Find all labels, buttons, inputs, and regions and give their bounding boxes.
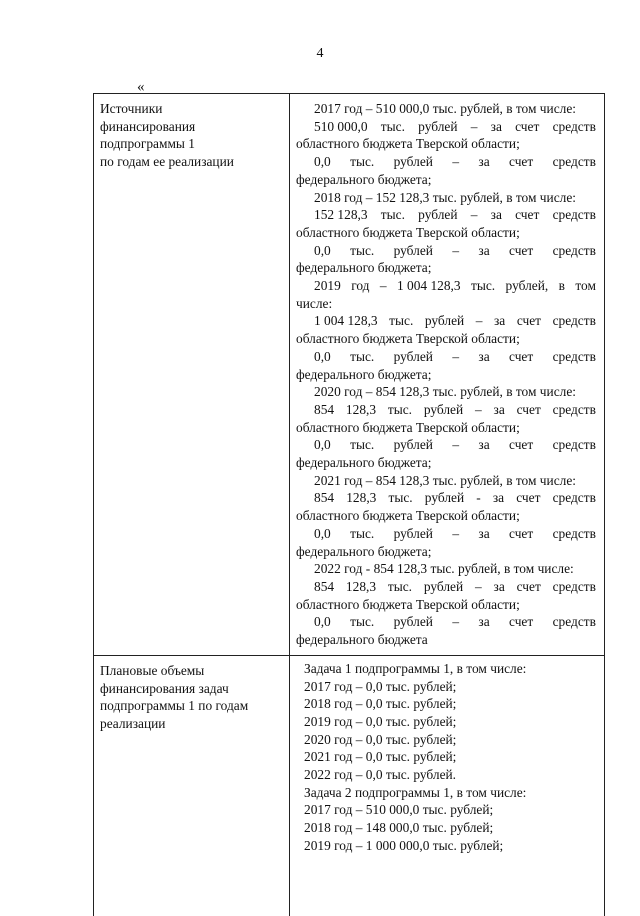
text-line: 2022 год – 0,0 тыс. рублей.	[304, 767, 457, 783]
text-word: за	[478, 525, 490, 541]
text-word: 0,0	[314, 348, 331, 364]
justified-text-line	[296, 578, 596, 596]
justified-text-line	[296, 153, 596, 171]
text-line: 2020 год – 854 128,3 тыс. рублей, в том числе:	[314, 384, 576, 400]
text-word: счет	[515, 207, 540, 223]
financing-table	[93, 93, 605, 916]
text-line: 2017 год – 510 000,0 тыс. рублей;	[304, 802, 494, 818]
justified-text-line	[296, 312, 596, 330]
text-word: счет	[509, 614, 534, 630]
text-word: тыс.	[387, 578, 413, 594]
text-line: федерального бюджета	[296, 632, 428, 648]
text-word: –	[379, 278, 387, 294]
text-word: тыс.	[350, 348, 375, 364]
text-word: средств	[552, 242, 596, 258]
opening-quote-mark: «	[137, 79, 145, 95]
text-word: тыс.	[388, 490, 413, 506]
text-line: федерального бюджета;	[296, 260, 432, 276]
text-word: тыс.	[350, 614, 375, 630]
text-line: 2021 год – 854 128,3 тыс. рублей, в том числе:	[314, 472, 576, 488]
text-word: счет	[509, 437, 534, 453]
text-line: 2017 год – 510 000,0 тыс. рублей, в том числе:	[314, 101, 576, 116]
text-word: -	[476, 490, 481, 506]
text-word: за	[478, 154, 490, 170]
text-word: –	[470, 118, 478, 134]
text-word: 1 004 128,3	[396, 278, 461, 294]
justified-text-line	[296, 613, 596, 631]
text-word: 2019	[314, 278, 341, 294]
table-row	[94, 655, 605, 916]
text-line: федерального бюджета;	[296, 455, 432, 471]
text-word: 510 000,0	[314, 118, 368, 134]
text-word: рублей	[424, 490, 465, 506]
text-word: 128,3	[345, 578, 377, 594]
text-line: 2018 год – 148 000,0 тыс. рублей;	[304, 820, 494, 836]
label-line: Плановые объемы	[100, 662, 205, 678]
text-word: –	[452, 154, 460, 170]
text-word: том	[575, 278, 596, 294]
text-word: средств	[552, 313, 596, 329]
text-line: федерального бюджета;	[296, 171, 432, 187]
text-line: областного бюджета Тверской области;	[296, 596, 520, 612]
text-word: счет	[516, 401, 541, 417]
text-line: Задача 2 подпрограммы 1, в том числе:	[304, 784, 527, 800]
text-word: 128,3	[345, 401, 377, 417]
text-word: счет	[509, 242, 534, 258]
text-word: средств	[552, 154, 596, 170]
text-word: рублей	[418, 207, 458, 223]
text-line: 2019 год – 0,0 тыс. рублей;	[304, 713, 457, 729]
text-word: –	[452, 348, 460, 364]
text-word: средств	[552, 614, 596, 630]
label-line: по годам ее реализации	[100, 154, 234, 170]
text-line: федерального бюджета;	[296, 543, 432, 559]
text-word: средств	[552, 348, 596, 364]
justified-text-line	[296, 401, 596, 419]
text-line: федерального бюджета;	[296, 366, 432, 382]
text-word: год	[351, 278, 370, 294]
text-word: тыс.	[380, 207, 405, 223]
text-word: рублей	[423, 578, 464, 594]
text-line: 2022 год - 854 128,3 тыс. рублей, в том числе:	[314, 561, 574, 577]
text-word: рублей	[424, 313, 465, 329]
text-word: –	[452, 242, 460, 258]
text-word: тыс.	[350, 242, 375, 258]
text-line: областного бюджета Тверской области;	[296, 508, 520, 524]
text-word: рублей	[423, 401, 464, 417]
text-word: за	[494, 313, 506, 329]
text-word: счет	[516, 490, 541, 506]
justified-text-line	[296, 118, 596, 136]
text-word: счет	[509, 348, 534, 364]
text-word: средств	[552, 207, 596, 223]
text-word: рублей	[393, 614, 433, 630]
justified-text-line	[296, 206, 596, 224]
text-line: 2019 год – 1 000 000,0 тыс. рублей;	[304, 837, 504, 853]
label-line: подпрограммы 1	[100, 136, 195, 152]
text-line: областного бюджета Тверской области;	[296, 331, 520, 347]
text-word: в	[558, 278, 565, 294]
text-line: областного бюджета Тверской области;	[296, 224, 520, 240]
text-word: –	[475, 401, 482, 417]
text-word: 854	[314, 401, 335, 417]
text-word: рублей	[393, 348, 433, 364]
text-word: средств	[552, 118, 596, 134]
text-word: –	[475, 313, 483, 329]
row-label-planned-volumes	[94, 655, 290, 916]
text-word: 152 128,3	[314, 207, 368, 223]
text-word: тыс.	[389, 313, 414, 329]
text-word: тыс.	[471, 278, 496, 294]
text-word: за	[492, 490, 505, 506]
text-word: за	[493, 401, 505, 417]
text-word: за	[478, 614, 490, 630]
text-line: областного бюджета Тверской области;	[296, 419, 520, 435]
text-word: 0,0	[314, 242, 331, 258]
text-word: средств	[552, 401, 596, 417]
text-word: –	[470, 207, 478, 223]
text-word: за	[490, 118, 502, 134]
label-line: подпрограммы 1 по годам	[100, 698, 249, 714]
text-word: –	[452, 525, 460, 541]
justified-text-line	[296, 348, 596, 366]
table-row	[94, 94, 605, 656]
text-word: тыс.	[350, 437, 375, 453]
text-word: за	[478, 437, 490, 453]
text-word: 128,3	[346, 490, 377, 506]
text-word: за	[478, 242, 490, 258]
text-word: –	[452, 614, 460, 630]
text-word: средств	[552, 525, 596, 541]
label-line: Источники	[100, 101, 163, 116]
row-content-financing-sources	[290, 94, 605, 656]
text-word: счет	[516, 578, 541, 594]
label-line: финансирования задач	[100, 680, 229, 696]
text-word: рублей	[393, 242, 433, 258]
justified-text-line	[296, 525, 596, 543]
text-word: 854	[314, 490, 335, 506]
text-line: областного бюджета Тверской области;	[296, 136, 520, 152]
text-word: –	[452, 437, 460, 453]
row-content-planned-volumes	[290, 655, 605, 916]
text-word: рублей	[393, 525, 433, 541]
text-word: рублей	[393, 437, 433, 453]
text-word: за	[490, 207, 502, 223]
text-word: тыс.	[350, 154, 375, 170]
text-word: 1 004 128,3	[314, 313, 378, 329]
text-word: 854	[314, 578, 335, 594]
text-word: средств	[552, 490, 596, 506]
text-word: 0,0	[314, 437, 331, 453]
text-word: тыс.	[350, 525, 375, 541]
text-line: числе:	[296, 295, 333, 311]
row-label-financing-sources	[94, 94, 290, 656]
text-word: счет	[515, 118, 540, 134]
text-line: Задача 1 подпрограммы 1, в том числе:	[304, 660, 527, 676]
text-word: рублей	[393, 154, 433, 170]
text-line: 2017 год – 0,0 тыс. рублей;	[304, 678, 457, 694]
text-word: счет	[516, 313, 542, 329]
label-line: реализации	[100, 715, 166, 731]
justified-text-line	[296, 489, 596, 507]
text-word: за	[493, 578, 505, 594]
text-word: средств	[552, 578, 596, 594]
text-word: средств	[552, 437, 596, 453]
text-word: счет	[509, 154, 534, 170]
text-word: 0,0	[314, 614, 331, 630]
text-word: рублей,	[505, 278, 549, 294]
text-line: 2020 год – 0,0 тыс. рублей;	[304, 731, 457, 747]
text-word: тыс.	[387, 401, 413, 417]
text-word: 0,0	[314, 154, 331, 170]
justified-text-line	[296, 242, 596, 260]
text-word: счет	[509, 525, 534, 541]
text-word: –	[475, 578, 482, 594]
justified-text-line	[296, 277, 596, 295]
text-line: 2018 год – 152 128,3 тыс. рублей, в том числе:	[314, 189, 576, 205]
text-word: тыс.	[380, 118, 405, 134]
text-line: 2018 год – 0,0 тыс. рублей;	[304, 696, 457, 712]
justified-text-line	[296, 436, 596, 454]
text-word: за	[478, 348, 490, 364]
text-line: 2021 год – 0,0 тыс. рублей;	[304, 749, 457, 765]
text-word: 0,0	[314, 525, 331, 541]
page-number: 4	[316, 46, 324, 61]
label-line: финансирования	[100, 118, 196, 134]
text-word: рублей	[418, 118, 458, 134]
